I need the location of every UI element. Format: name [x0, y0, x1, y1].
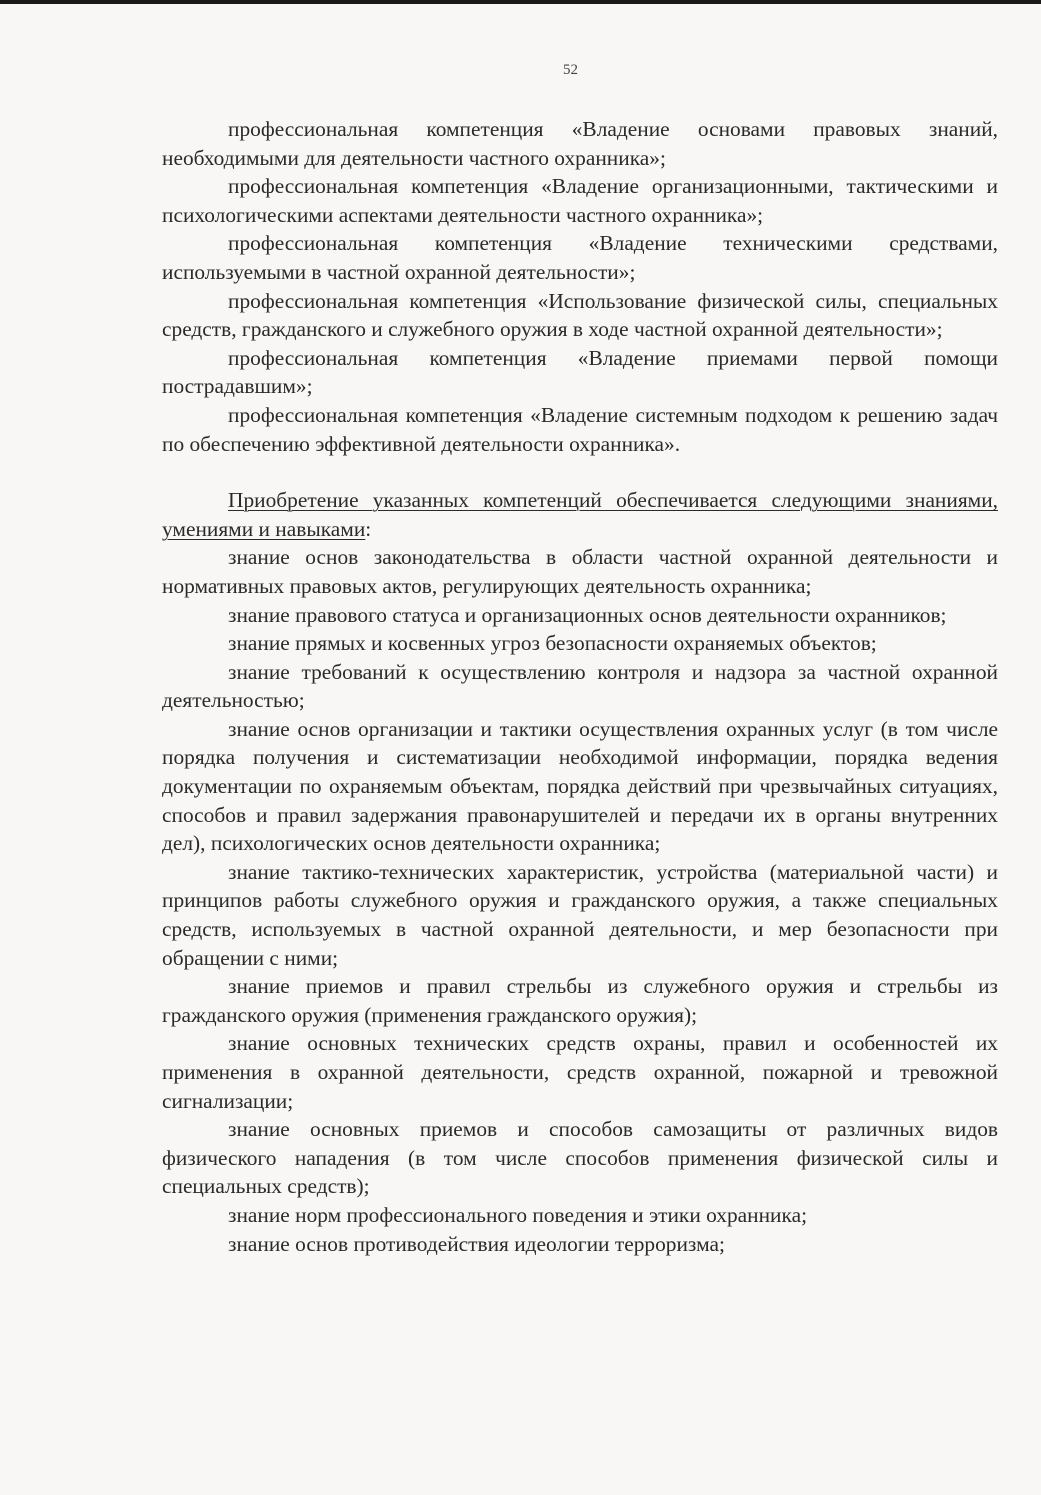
knowledge-item: знание основных технических средств охраны, правил и особенностей их применения в охранной деятельности, средств охранной, пожарной и тревожной сигнализации;	[162, 1031, 998, 1113]
knowledge-item: знание основ противодействия идеологии терроризма;	[228, 1231, 725, 1256]
knowledge-item: знание требований к осуществлению контроля и надзора за частной охранной деятельностью;	[162, 659, 998, 713]
knowledge-item: знание основных приемов и способов самозащиты от различных видов физического нападения (в том числе способов применения физической силы и специальных средств);	[162, 1117, 998, 1199]
knowledge-item: знание норм профессионального поведения и этики охранника;	[228, 1202, 808, 1227]
knowledge-intro	[162, 486, 998, 543]
document-body	[162, 115, 998, 1258]
knowledge-intro-suffix: :	[365, 516, 372, 541]
competency-paragraph: профессиональная компетенция «Использование физической силы, специальных средств, гражданского и служебного оружия в ходе частной охранной деятельности»;	[162, 288, 998, 342]
knowledge-item: знание основ законодательства в области частной охранной деятельности и нормативных правовых актов, регулирующих деятельность охранника;	[162, 545, 998, 598]
knowledge-item: знание тактико-технических характеристик, устройства (материальной части) и принципов работы служебного оружия и гражданского оружия, а также специальных средств, используемых в частной охранной деятельности, и мер безопасности при обращении с ними;	[162, 859, 998, 970]
scan-top-edge	[0, 0, 1041, 4]
competency-paragraph: профессиональная компетенция «Владение системным подходом к решению задач по обеспечению эффективной деятельности охранника».	[162, 402, 998, 456]
competency-paragraph: профессиональная компетенция «Владение техническими средствами, используемыми в частной охранной деятельности»;	[162, 231, 998, 284]
knowledge-item: знание прямых и косвенных угроз безопасности охраняемых объектов;	[228, 631, 877, 656]
knowledge-item: знание правового статуса и организационных основ деятельности охранников;	[228, 602, 947, 627]
competency-paragraph: профессиональная компетенция «Владение приемами первой помощи пострадавшим»;	[162, 345, 998, 399]
competency-paragraph: профессиональная компетенция «Владение организационными, тактическими и психологическими аспектами деятельности частного охранника»;	[162, 174, 998, 227]
page-number: 52	[563, 62, 578, 78]
knowledge-item: знание основ организации и тактики осуществления охранных услуг (в том числе порядка получения и систематизации необходимой информации, порядка ведения документации по охраняемым объектам, порядка действий при чрезвычайных ситуациях, способов и правил задержания правонарушителей и передачи их в органы внутренних дел), психологических основ деятельности охранника;	[162, 716, 998, 856]
knowledge-item: знание приемов и правил стрельбы из служебного оружия и стрельбы из гражданского оружия (применения гражданского оружия);	[162, 974, 998, 1027]
competency-paragraph: профессиональная компетенция «Владение основами правовых знаний, необходимыми для деятельности частного охранника»;	[162, 117, 998, 170]
knowledge-intro-underlined: Приобретение указанных компетенций обеспечивается следующими знаниями, умениями и навыками	[162, 488, 998, 541]
